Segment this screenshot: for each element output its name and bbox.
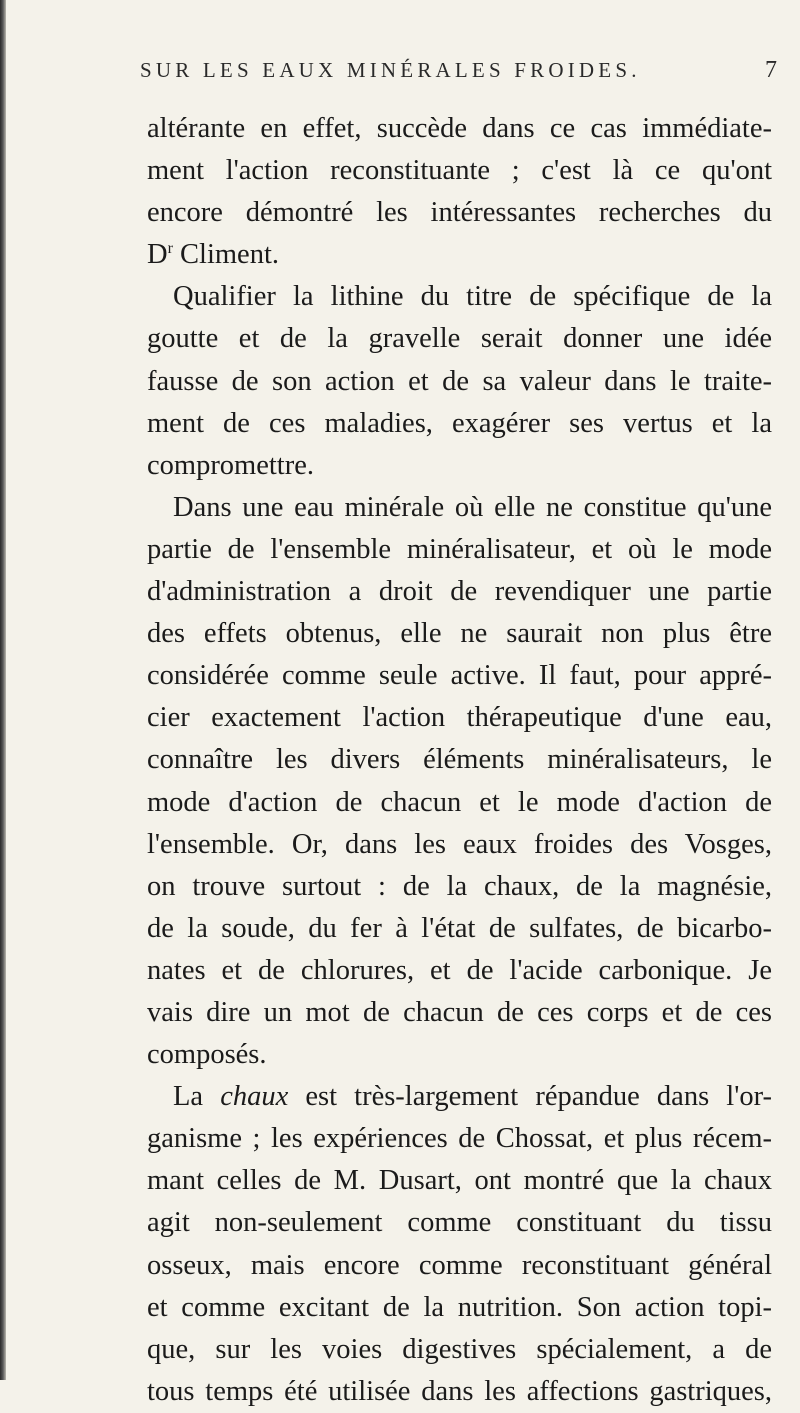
text-line: encore démontré les intéressantes recherches du (147, 197, 772, 229)
doctor-abbrev: D (147, 239, 168, 271)
paragraph-start-line: Dans une eau minérale où elle ne constitue qu'une (173, 491, 772, 523)
paragraph-start-line: Qualifier la lithine du titre de spécifique de la (173, 281, 772, 313)
text-line: on trouve surtout : de la chaux, de la magnésie, (147, 870, 772, 902)
text-line: goutte et de la gravelle serait donner une idée (147, 323, 772, 355)
text-line: cier exactement l'action thérapeutique d'une eau, (147, 702, 772, 734)
text-line: nates et de chlorures, et de l'acide carbonique. Je (147, 954, 772, 986)
text-line-doctor-climent (147, 234, 772, 276)
text-line: d'administration a droit de revendiquer une partie (147, 576, 772, 608)
text-line: fausse de son action et de sa valeur dans le traite- (147, 365, 772, 397)
text-line: vais dire un mot de chacun de ces corps et de ces (147, 996, 772, 1028)
text-line: osseux, mais encore comme reconstituant général (147, 1249, 772, 1281)
running-head (140, 58, 780, 94)
text-line: tous temps été utilisée dans les affections gastriques, (147, 1375, 772, 1407)
text-line-chaux (147, 1076, 772, 1118)
paragraph-end-line: composés. (147, 1039, 267, 1071)
text-line: l'ensemble. Or, dans les eaux froides des Vosges, (147, 828, 772, 860)
text-line: de la soude, du fer à l'état de sulfates, de bicarbo- (147, 912, 772, 944)
text-line: et comme excitant de la nutrition. Son action topi- (147, 1291, 772, 1323)
text-line: mode d'action de chacun et le mode d'action de (147, 786, 772, 818)
chaux-prefix: La (173, 1081, 221, 1113)
text-line: ganisme ; les expériences de Chossat, et plus récem- (147, 1123, 772, 1155)
body-text (147, 108, 772, 1413)
doctor-name: Climent. (172, 239, 280, 271)
text-line: ment l'action reconstituante ; c'est là ce qu'ont (147, 155, 772, 187)
text-line: altérante en effet, succède dans ce cas immédiate- (147, 113, 772, 144)
page-edge-shadow (0, 0, 6, 1380)
text-line: partie de l'ensemble minéralisateur, et où le mode (147, 533, 772, 565)
text-line: ment de ces maladies, exagérer ses vertus et la (147, 407, 772, 439)
page-number: 7 (765, 57, 777, 83)
text-line: mant celles de M. Dusart, ont montré que la chaux (147, 1165, 772, 1197)
text-line: des effets obtenus, elle ne saurait non plus être (147, 618, 772, 650)
text-line: agit non-seulement comme constituant du tissu (147, 1207, 772, 1239)
text-line: que, sur les voies digestives spécialement, a de (147, 1333, 772, 1365)
text-line: connaître les divers éléments minéralisateurs, le (147, 744, 772, 776)
running-title: SUR LES EAUX MINÉRALES FROIDES. (140, 58, 641, 82)
text-line: considérée comme seule active. Il faut, pour appré- (147, 660, 772, 692)
chaux-italic-term: chaux (220, 1081, 289, 1113)
paragraph-end-line: compromettre. (147, 449, 314, 481)
doctor-abbrev-superscript: r (167, 240, 173, 258)
chaux-rest: est très-largement répandue dans l'or- (288, 1081, 772, 1113)
